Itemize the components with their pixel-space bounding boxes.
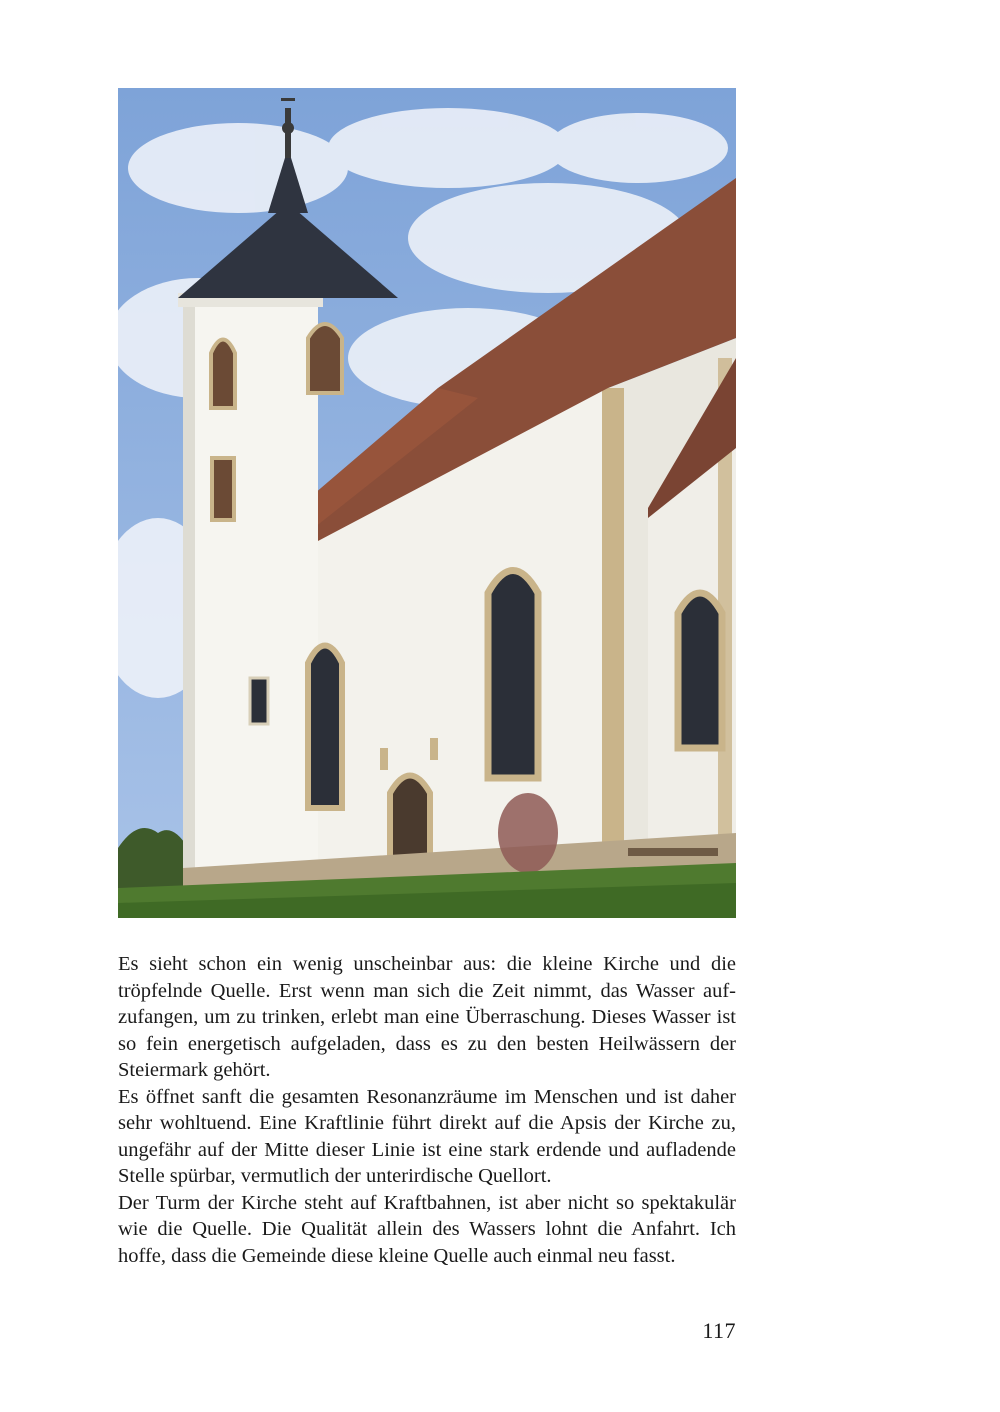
- paragraph-3: Der Turm der Kirche steht auf Kraftbahnen, ist aber nicht so spektakulär wie die Quelle. Die Qualität allein des Wassers lohnt die Anfahrt. Ich hoffe, dass die Gemeinde diese kleine Quelle auch einmal neu fasst.: [118, 1191, 736, 1267]
- paragraph-1: Es sieht schon ein wenig unscheinbar aus: die kleine Kirche und die tröpfelnde Quelle. Erst wenn man sich die Zeit nimmt, das Wasser aufzufangen, um zu trinken, erlebt man eine Überraschung. Dieses Wasser ist so fein energetisch aufgeladen, dass es zu den besten Heilwässern der Steiermark gehört.: [118, 953, 736, 1081]
- church-photo: [118, 88, 736, 918]
- paragraph-2: Es öffnet sanft die gesamten Resonanzräume im Menschen und ist daher sehr wohltuend. Eine Kraftlinie führt direkt auf die Apsis der Kirche zu, ungefähr auf der Mitte dieser Linie ist eine stark erdende und aufladende Stelle spürbar, vermutlich der unterirdische Quellort.: [118, 1085, 736, 1187]
- page-number: 117: [702, 1318, 736, 1343]
- church-illustration-icon: [118, 88, 736, 918]
- body-text: [118, 951, 736, 1269]
